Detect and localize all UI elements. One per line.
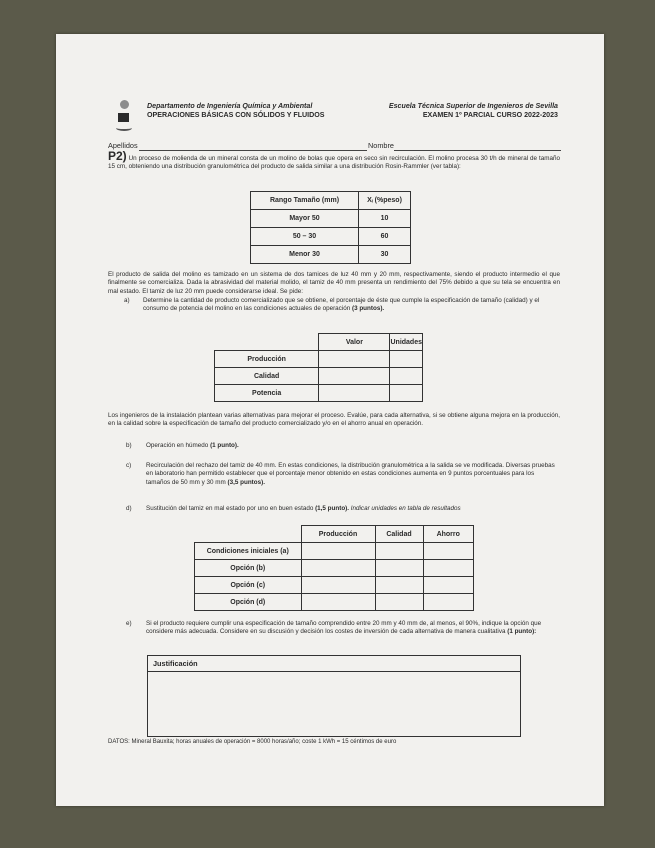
table3-row-label: Condiciones iniciales (a): [195, 543, 302, 560]
table-row: [251, 246, 411, 264]
justification-header: Justificación: [148, 656, 520, 672]
question-a-marker: a): [124, 297, 130, 304]
table2-header: Unidades: [390, 334, 423, 351]
university-logo-wave: [116, 125, 132, 131]
answer-cell[interactable]: [390, 385, 423, 402]
table-row: [195, 543, 474, 560]
table1-cell: 50 – 30: [251, 228, 359, 246]
table3-header: Producción: [301, 526, 375, 543]
nombre-field[interactable]: [394, 142, 561, 151]
alternatives-paragraph: Los ingenieros de la instalación plantean varias alternativas para mejorar el proceso. Evalúe, para cada alternativa, si se obtiene alguna mejora en la producción, en la calidad sobre la especificación de tamaño del producto comercializado y/o en el ahorro anual en operación.: [108, 412, 560, 428]
data-footnote: DATOS: Mineral Bauxita; horas anuales de operación = 8000 horas/año; coste 1 kWh = 15 céntimos de euro: [108, 739, 397, 745]
table1-header: Rango Tamaño (mm): [251, 192, 359, 210]
question-d-note: Indicar unidades en tabla de resultados: [350, 505, 461, 512]
question-d-text: Sustitución del tamiz en mal estado por uno en buen estado: [146, 505, 314, 512]
table2-header: Valor: [319, 334, 390, 351]
results-table-a: [214, 333, 423, 402]
answer-cell[interactable]: [301, 543, 375, 560]
question-d-marker: d): [126, 505, 132, 512]
answer-cell[interactable]: [301, 594, 375, 611]
apellidos-label: Apellidos: [108, 141, 138, 150]
question-a: [126, 297, 560, 314]
question-b-marker: b): [126, 442, 132, 449]
university-logo-block: [118, 113, 129, 122]
table3-row-label: Opción (d): [195, 594, 302, 611]
table3-corner: [195, 526, 302, 543]
table-row: [251, 210, 411, 228]
answer-cell[interactable]: [423, 543, 474, 560]
table3-row-label: Opción (b): [195, 560, 302, 577]
problem-intro-text: Un proceso de molienda de un mineral consta de un molino de bolas que opera en seco sin recirculación. El molino procesa 30 t/h de mineral de tamaño 15 cm, obteniendo una distribución granulométrica del producto de salida similar a una distribución Rosin-Rammler (ver tabla):: [108, 155, 560, 171]
answer-cell[interactable]: [375, 543, 423, 560]
question-d: [126, 505, 560, 513]
table1-cell: 30: [359, 246, 411, 264]
course-name: OPERACIONES BÁSICAS CON SÓLIDOS Y FLUIDOS: [147, 110, 325, 119]
table2-row-label: Potencia: [215, 385, 319, 402]
justification-box[interactable]: [147, 655, 521, 737]
answer-cell[interactable]: [390, 351, 423, 368]
table-row: [195, 594, 474, 611]
answer-cell[interactable]: [319, 368, 390, 385]
table3-header: Ahorro: [423, 526, 474, 543]
answer-cell[interactable]: [301, 577, 375, 594]
question-e-text: Si el producto requiere cumplir una especificación de tamaño comprendido entre 20 mm y 40 mm de, al menos, el 90%, indique la opción que considere más adecuada. Considere en su discusión y decisión los costes de inversión de cada alternativa de manera cualitativa: [146, 620, 542, 636]
question-e: [126, 620, 560, 637]
problem-label: P2): [108, 149, 127, 163]
size-distribution-table: [250, 191, 411, 264]
table1-cell: Menor 30: [251, 246, 359, 264]
table2-corner: [215, 334, 319, 351]
answer-cell[interactable]: [375, 577, 423, 594]
school-name: Escuela Técnica Superior de Ingenieros de Sevilla: [388, 102, 558, 110]
question-b-points: (1 punto).: [210, 442, 239, 449]
answer-cell[interactable]: [319, 385, 390, 402]
question-b: [126, 442, 560, 450]
exam-sheet: [56, 34, 604, 806]
question-c: [126, 462, 560, 487]
table-row: [251, 228, 411, 246]
question-b-text: Operación en húmedo: [146, 442, 209, 449]
answer-cell[interactable]: [375, 560, 423, 577]
table-row: [215, 351, 423, 368]
table-row: [195, 560, 474, 577]
table3-row-label: Opción (c): [195, 577, 302, 594]
screening-paragraph: El producto de salida del molino es tamizado en un sistema de dos tamices de luz 40 mm y 20 mm, respectivamente, siendo el producto intermedio el que finalmente se comercializa. Dada la abrasividad del material molido, el tamiz de 40 mm presenta un rendimiento del 75% debido a que su tela se encuentra en mal estado. El tamiz de luz 20 mm puede considerarse ideal. Se pide:: [108, 271, 560, 295]
table1-cell: Mayor 50: [251, 210, 359, 228]
question-c-text: Recirculación del rechazo del tamiz de 40 mm. En estas condiciones, la distribución granulométrica a la salida se ve modificada. Diversas pruebas en laboratorio han permitido establecer que el porcentaje menor obtenido en estas condiciones aumenta en 9 puntos porcentuales para los tamaños de 50 mm y 30 mm: [146, 462, 555, 486]
answer-cell[interactable]: [375, 594, 423, 611]
table2-row-label: Calidad: [215, 368, 319, 385]
table1-cell: 10: [359, 210, 411, 228]
school-header: [389, 102, 558, 119]
table-row: [215, 368, 423, 385]
table-row: [195, 577, 474, 594]
nombre-label: Nombre: [368, 141, 394, 150]
exam-title: EXAMEN 1º PARCIAL CURSO 2022-2023: [422, 110, 558, 119]
apellidos-field[interactable]: [139, 142, 367, 151]
question-c-points: (3,5 puntos).: [227, 478, 265, 486]
question-a-points: (3 puntos).: [351, 305, 385, 313]
question-e-points: (1 punto):: [507, 628, 537, 636]
table-row: [215, 385, 423, 402]
question-d-points: (1,5 punto).: [315, 505, 350, 512]
answer-cell[interactable]: [319, 351, 390, 368]
department-name: Departamento de Ingeniería Química y Ambiental: [147, 102, 313, 110]
table3-header: Calidad: [375, 526, 423, 543]
answer-cell[interactable]: [423, 560, 474, 577]
table2-row-label: Producción: [215, 351, 319, 368]
university-logo-icon: [120, 100, 129, 109]
answer-cell[interactable]: [301, 560, 375, 577]
question-a-text: Determine la cantidad de producto comercializado que se obtiene, el porcentaje de éste que cumple la especificación de tamaño (calidad) y el consumo de potencia del molino en las condiciones actuales de operación: [143, 297, 540, 313]
table1-header: Xᵢ (%peso): [359, 192, 411, 210]
question-c-marker: c): [126, 462, 132, 469]
results-table-options: [194, 525, 474, 611]
table1-cell: 60: [359, 228, 411, 246]
answer-cell[interactable]: [390, 368, 423, 385]
department-header: [147, 102, 325, 119]
answer-cell[interactable]: [423, 594, 474, 611]
answer-cell[interactable]: [423, 577, 474, 594]
problem-intro: [108, 149, 560, 172]
question-e-marker: e): [126, 620, 132, 627]
